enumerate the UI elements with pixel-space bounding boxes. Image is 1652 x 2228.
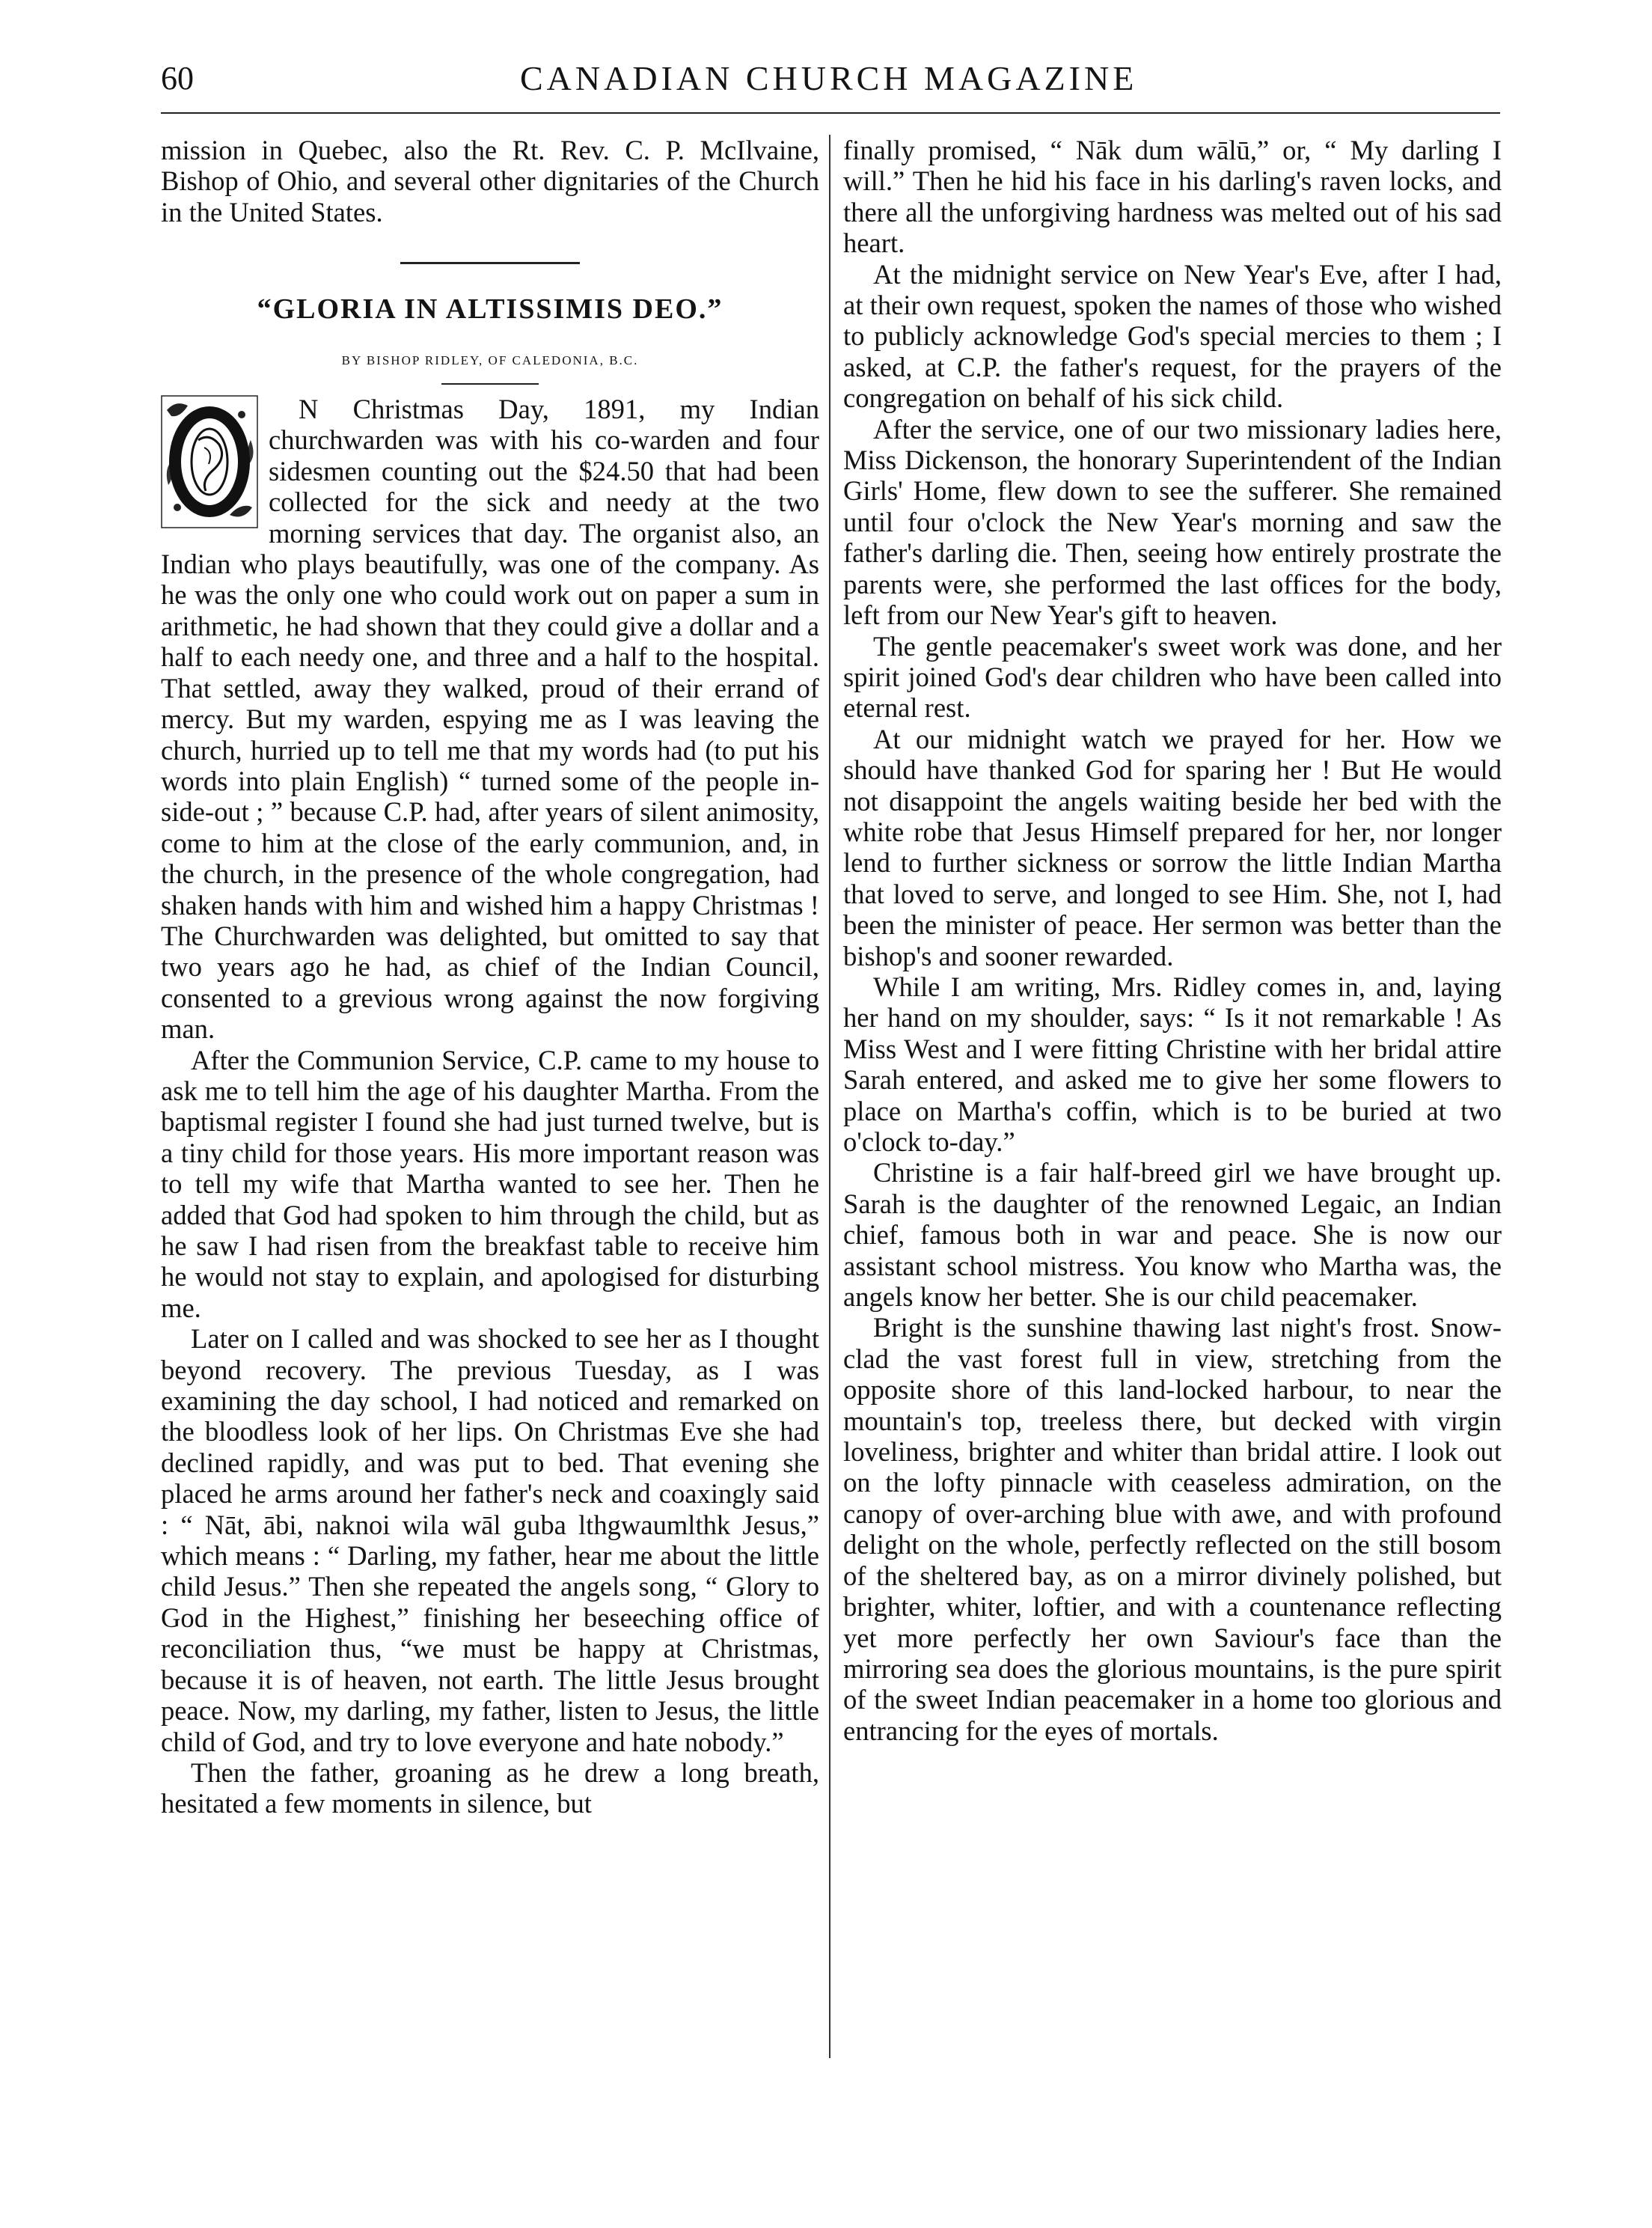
byline: BY BISHOP RIDLEY, OF CALEDONIA, B.C. — [341, 352, 639, 367]
article-paragraph: While I am writing, Mrs. Ridley comes in, and, laying her hand on my shoulder, says: “ Is it not remarkable ! As Miss West and I were fitting Christine with her bridal attire Sarah entered, and asked me to give her some flowers to place on Martha's coffin, which is to be buried at two o'clock to-day.” — [843, 971, 1502, 1157]
section-divider — [400, 262, 580, 264]
drop-cap-ornament — [161, 395, 258, 528]
continuation-paragraph: mission in Quebec, also the Rt. Rev. C. P. McIlvaine, Bishop of Ohio, and several other dignitaries of the Church in the United States. — [161, 135, 819, 228]
drop-cap-o-icon — [161, 395, 258, 528]
article-paragraph: Bright is the sunshine thawing last night's frost. Snow-clad the vast forest full in view, stretching from the opposite shore of this land-locked harbour, to near the mountain's top, treeless there, but decked with virgin loveliness, brighter and whiter than bridal attire. I look out on the lofty pinnacle with ceaseless admiration, on the canopy of over-arching blue with awe, and with profound delight on the whole, perfectly reflected on the still bosom of the sheltered bay, as on a mirror divinely polished, but brighter, whiter, loftier, and with a countenance reflecting yet more perfectly her own Saviour's face than the mirroring sea does the glorious mountains, is the pure spirit of the sweet Indian peacemaker in a home too glorious and entrancing for the eyes of mortals. — [843, 1312, 1502, 1746]
article-paragraph: N Christmas Day, 1891, my Indian churchwarden was with his co-warden and four sidesmen counting out the $24.50 that had been collected for the sick and needy at the two morning services that day. The organist also, an Indian who plays beautifully, was one of the company. As he was the only one who could work out on paper a sum in arithmetic, he had shown that they could give a dollar and a half to each needy one, and three and a half to the hospital. That settled, away they walked, proud of their errand of mercy. But my warden, espying me as I was leaving the church, hurried up to tell me that my words had (to put his words into plain English) “ turned some of the people in-side-out ; ” because C.P. had, after years of silent animosity, come to him at the close of the early communion, and, in the church, in the presence of the whole congregation, had shaken hands with him and wished him a happy Christmas ! The Churchwarden was delighted, but omitted to say that two years ago he had, as chief of the Indian Council, consented to a grevious wrong against the now forgiving man. — [161, 394, 819, 1045]
article-paragraph: At our midnight watch we prayed for her. How we should have thanked God for sparing her ! But He would not disappoint the angels waiting beside her bed with the white robe that Jesus Himself prepared for her, nor longer lend to further sickness or sorrow the little Indian Martha that loved to serve, and longed to see Him. She, not I, had been the minister of peace. Her sermon was better than the bishop's and sooner rewarded. — [843, 723, 1502, 971]
left-column — [161, 135, 819, 1819]
article-paragraph: Then the father, groaning as he drew a long breath, hesitated a few moments in silence, but — [161, 1757, 819, 1819]
byline-rule — [441, 383, 539, 385]
page-number: 60 — [161, 60, 194, 97]
article-paragraph: After the Communion Service, C.P. came to my house to ask me to tell him the age of his daughter Martha. From the baptismal register I found she had just turned twelve, but is a tiny child for those years. His more important reason was to tell my wife that Martha wanted to see her. Then he added that God had spoken to him through the child, but as he saw I had risen from the breakfast table to receive him he would not stay to explain, and apologised for disturbing me. — [161, 1044, 819, 1323]
article-title: “GLORIA IN ALTISSIMIS DEO.” — [257, 293, 723, 326]
page-header — [161, 52, 1500, 105]
magazine-title: CANADIAN CHURCH MAGAZINE — [520, 59, 1138, 97]
article-paragraph: Later on I called and was shocked to see her as I thought beyond recovery. The previous Tuesday, as I was examining the day school, I had noticed and remarked on the bloodless look of her lips. On Christmas Eve she had declined rapidly, and was put to bed. That evening she placed he arms around her father's neck and coaxingly said : “ Nāt, ābi, naknoi wila wāl guba lthgwaumlthk Jesus,” which means : “ Darling, my father, hear me about the little child Jesus.” Then she repeated the angels song, “ Glory to God in the Highest,” finishing her beseeching office of reconciliation thus, “we must be happy at Christmas, because it is of heaven, not earth. The little Jesus brought peace. Now, my darling, my father, listen to Jesus, the little child of God, and try to love everyone and hate nobody.” — [161, 1323, 819, 1757]
header-rule — [161, 112, 1500, 114]
article-paragraph: After the service, one of our two missionary ladies here, Miss Dickenson, the honorary Superintendent of the Indian Girls' Home, flew down to see the sufferer. She remained until four o'clock the New Year's morning and saw the father's darling die. Then, seeing how entirely prostrate the parents were, she performed the last offices for the body, left from our New Year's gift to heaven. — [843, 413, 1502, 631]
continuation-paragraph: finally promised, “ Nāk dum wālū,” or, “ My darling I will.” Then he hid his face in his darling's raven locks, and there all the unforgiving hardness was melted out of his sad heart. — [843, 135, 1502, 259]
article-paragraph: The gentle peacemaker's sweet work was done, and her spirit joined God's dear children who have been called into eternal rest. — [843, 630, 1502, 724]
column-divider — [829, 135, 830, 2058]
article-paragraph: Christine is a fair half-breed girl we have brought up. Sarah is the daughter of the renowned Legaic, an Indian chief, famous both in war and peace. She is now our assistant school mistress. You know who Martha was, the angels know her better. She is our child peacemaker. — [843, 1157, 1502, 1313]
right-column — [843, 135, 1502, 1746]
article-paragraph: At the midnight service on New Year's Eve, after I had, at their own request, spoken the names of those who wished to publicly acknowledge God's special mercies to them ; I asked, at C.P. the father's request, for the prayers of the congregation on behalf of his sick child. — [843, 258, 1502, 414]
